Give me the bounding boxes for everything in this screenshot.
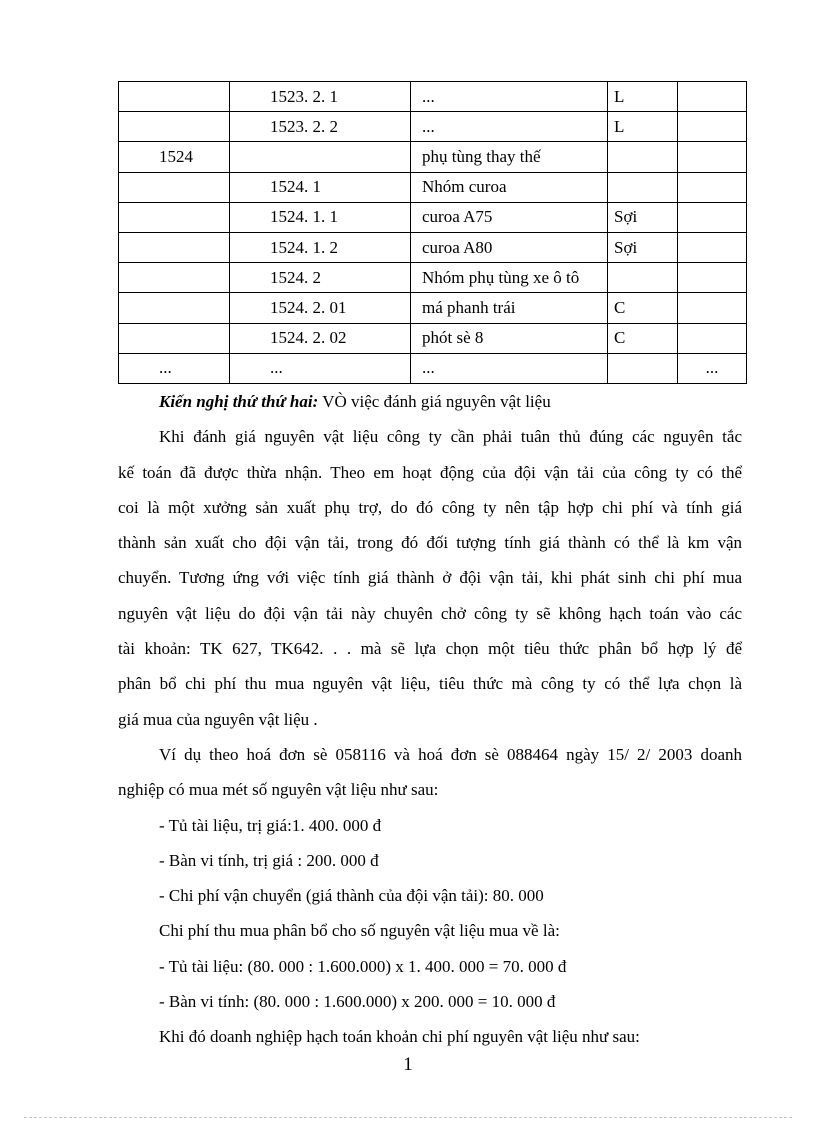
table-cell: [230, 142, 411, 172]
table-row: [119, 172, 747, 202]
table-row: [119, 293, 747, 323]
table-cell: [608, 263, 678, 293]
table-cell: [678, 112, 747, 142]
table-cell: C: [608, 293, 678, 323]
table-cell: curoa A75: [411, 202, 608, 232]
paragraph-line: nghiệp có mua mét số nguyên vật liệu như sau:: [118, 780, 439, 800]
table-cell: [678, 142, 747, 172]
table-cell: má phanh trái: [411, 293, 608, 323]
table-cell: [678, 323, 747, 353]
recommendation-heading-label: Kiến nghị thứ thứ hai:: [159, 392, 319, 411]
table-cell: [608, 172, 678, 202]
table-cell: [119, 112, 230, 142]
paragraph-line: tài khoản: TK 627, TK642. . . mà sẽ lựa chọn một tiêu thức phân bổ hợp lý để: [118, 639, 742, 659]
table-row: [119, 323, 747, 353]
example-line: Chi phí thu mua phân bổ cho số nguyên vật liệu mua về là:: [159, 921, 560, 941]
page-number: 1: [403, 1054, 413, 1075]
example-line: - Bàn vi tính, trị giá : 200. 000 đ: [159, 850, 379, 870]
table-cell: 1524. 1. 2: [230, 232, 411, 262]
paragraph-line: chuyển. Tương ứng với việc tính giá thành ở đội vận tải, khi phát sinh chi phí mua: [118, 568, 742, 588]
table-cell: ...: [119, 353, 230, 383]
table-cell: [119, 232, 230, 262]
paragraph-line: nguyên vật liệu do đội vận tải này chuyên chở công ty sẽ không hạch toán vào các: [118, 603, 742, 623]
table-cell: [678, 232, 747, 262]
table-row: [119, 142, 747, 172]
table-cell: [119, 263, 230, 293]
table-cell: Sợi: [608, 202, 678, 232]
example-line: - Bàn vi tính: (80. 000 : 1.600.000) x 200. 000 = 10. 000 đ: [159, 992, 556, 1012]
table-row: [119, 82, 747, 112]
paragraph-valuation: [118, 419, 742, 737]
table-cell: ...: [411, 112, 608, 142]
table-cell: ...: [678, 353, 747, 383]
table-cell: 1524. 1. 1: [230, 202, 411, 232]
table-cell: [119, 202, 230, 232]
table-cell: Nhóm curoa: [411, 172, 608, 202]
table-cell: [608, 142, 678, 172]
footer-divider: [24, 1117, 792, 1118]
table-cell: ...: [230, 353, 411, 383]
table-cell: [678, 202, 747, 232]
table-cell: phót sè 8: [411, 323, 608, 353]
table-cell: curoa A80: [411, 232, 608, 262]
material-code-table: [118, 81, 747, 384]
paragraph-line: giá mua của nguyên vật liệu .: [118, 709, 318, 729]
example-line: - Tủ tài liệu, trị giá:1. 400. 000 đ: [159, 815, 382, 835]
table-row: [119, 353, 747, 383]
paragraph-line: phân bổ chi phí thu mua nguyên vật liệu, tiêu thức mà công ty có thể lựa chọn là: [118, 674, 742, 694]
table-cell: [678, 293, 747, 323]
table-cell: ...: [411, 353, 608, 383]
paragraph-example: [118, 737, 742, 808]
table-cell: C: [608, 323, 678, 353]
table-cell: [608, 353, 678, 383]
table-cell: [119, 293, 230, 323]
recommendation-heading-topic: VÒ việc đánh giá nguyên vật liệu: [318, 392, 551, 411]
example-line: - Tủ tài liệu: (80. 000 : 1.600.000) x 1. 400. 000 = 70. 000 đ: [159, 956, 567, 976]
table-cell: 1524. 1: [230, 172, 411, 202]
table-cell: [678, 172, 747, 202]
table-cell: 1524. 2. 02: [230, 323, 411, 353]
body-text: [118, 384, 742, 1055]
table-cell: [678, 263, 747, 293]
paragraph-line: thành sản xuất cho đội vận tải, trong đó đối tượng tính giá thành có thể là km vận: [118, 533, 742, 553]
paragraph-line: Ví dụ theo hoá đơn sè 058116 và hoá đơn sè 088464 ngày 15/ 2/ 2003 doanh: [159, 744, 742, 764]
table-cell: 1524. 2. 01: [230, 293, 411, 323]
table-cell: 1523. 2. 2: [230, 112, 411, 142]
table-row: [119, 263, 747, 293]
table-cell: [119, 172, 230, 202]
table-cell: [119, 323, 230, 353]
paragraph-line: coi là một xưởng sản xuất phụ trợ, do đó công ty nên tập hợp chi phí và tính giá: [118, 497, 742, 517]
table-cell: L: [608, 112, 678, 142]
table-cell: Nhóm phụ tùng xe ô tô: [411, 263, 608, 293]
table-row: [119, 232, 747, 262]
table-cell: [678, 82, 747, 112]
example-items: [159, 808, 742, 1055]
table-row: [119, 112, 747, 142]
example-line: Khi đó doanh nghiệp hạch toán khoản chi phí nguyên vật liệu như sau:: [159, 1027, 640, 1047]
table-cell: L: [608, 82, 678, 112]
table-cell: [119, 82, 230, 112]
table-cell: 1524. 2: [230, 263, 411, 293]
table-cell: 1524: [119, 142, 230, 172]
paragraph-line: Khi đánh giá nguyên vật liệu công ty cần phải tuân thủ đúng các nguyên tắc: [159, 427, 742, 447]
table-cell: phụ tùng thay thế: [411, 142, 608, 172]
example-line: - Chi phí vận chuyển (giá thành của đội vận tải): 80. 000: [159, 886, 544, 906]
table-cell: Sợi: [608, 232, 678, 262]
paragraph-line: kế toán đã được thừa nhận. Theo em hoạt động của đội vận tải của công ty có thể: [118, 462, 742, 482]
table-cell: 1523. 2. 1: [230, 82, 411, 112]
recommendation-heading: [159, 384, 742, 419]
table-row: [119, 202, 747, 232]
table-cell: ...: [411, 82, 608, 112]
